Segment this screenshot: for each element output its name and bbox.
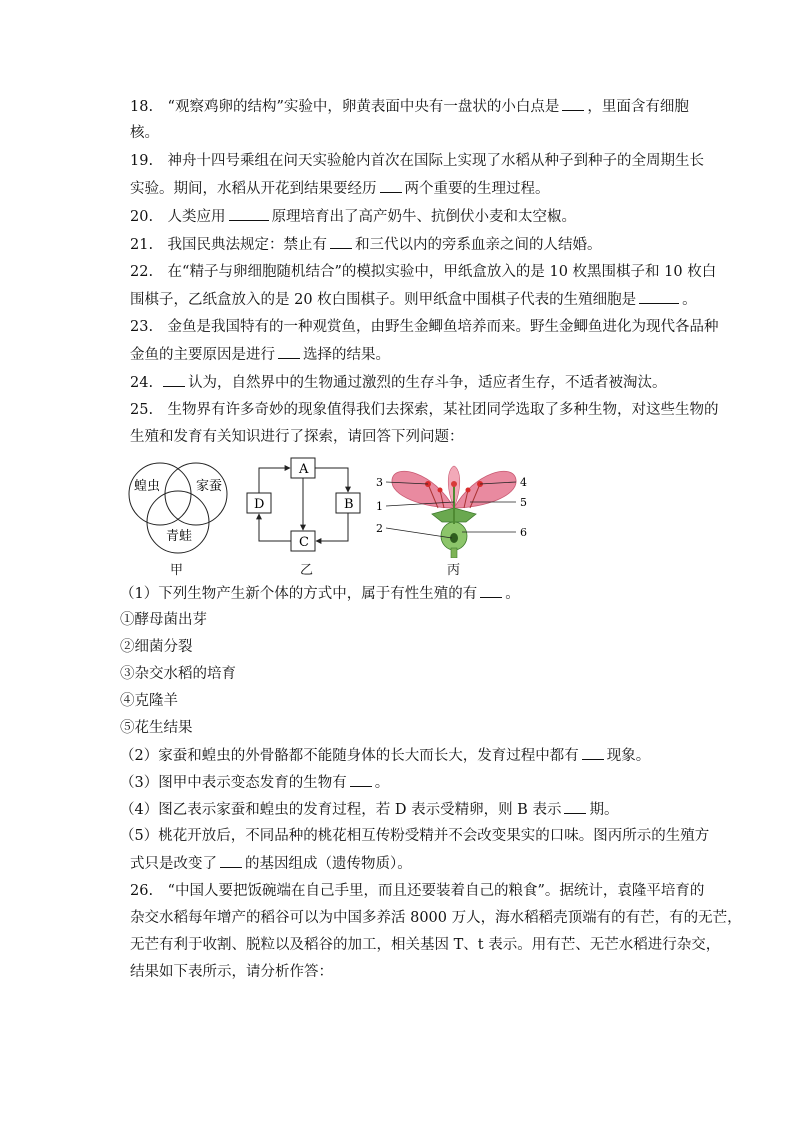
venn-label-locust: 蝗虫 <box>134 479 161 494</box>
cycle-diagram-figure <box>244 455 364 555</box>
arrow-d-a <box>259 468 290 493</box>
option-1: ①酵母菌出芽 <box>120 612 207 628</box>
q20-line: 20. 人类应用 原理培育出了高产奶牛、抗倒伏小麦和太空椒。 <box>130 206 576 227</box>
p4-line: （4）图乙表示家蚕和蝗虫的发育过程，若 D 表示受精卵，则 B 表示 期。 <box>120 799 618 820</box>
venn-diagram-figure <box>126 460 236 560</box>
option-5: ⑤花生结果 <box>120 720 193 736</box>
q18-line1: 18. “观察鸡卵的结构”实验中，卵黄表面中央有一盘状的小白点是 ，里面含有细胞 <box>130 96 689 117</box>
venn-circle-locust <box>129 463 191 525</box>
flower-label-6: 6 <box>520 526 527 539</box>
q23-blank[interactable] <box>278 344 300 359</box>
stigma <box>451 481 457 487</box>
venn-label-frog: 青蛙 <box>166 529 193 544</box>
q18-blank[interactable] <box>562 96 584 111</box>
option-3: ③杂交水稻的培育 <box>120 666 236 682</box>
q23-line2: 金鱼的主要原因是进行 选择的结果。 <box>130 344 390 365</box>
q26-line3: 无芒有利于收割、脱粒以及稻谷的加工，相关基因 T、t 表示。用有芒、无芒水稻进行杂交， <box>130 937 721 953</box>
q23-line1: 23. 金鱼是我国特有的一种观赏鱼，由野生金鲫鱼培养而来。野生金鲫鱼进化为现代各品种 <box>130 319 719 335</box>
flower-diagram-figure <box>374 462 534 558</box>
venn-circle-silkworm <box>165 463 227 525</box>
q24-line: 24. 认为，自然界中的生物通过激烈的生存斗争，适应者生存，不适者被淘汰。 <box>130 372 667 393</box>
option-4: ④克隆羊 <box>120 693 178 709</box>
p2-line: （2）家蚕和蝗虫的外骨骼都不能随身体的长大而长大，发育过程中都有 现象。 <box>120 745 650 766</box>
q22-line1: 22. 在“精子与卵细胞随机结合”的模拟实验中，甲纸盒放入的是 10 枚黑围棋子和 10 枚白 <box>130 264 717 280</box>
venn-label-silkworm: 家蚕 <box>196 479 223 494</box>
stalk <box>451 548 457 558</box>
p1-line: （1）下列生物产生新个体的方式中，属于有性生殖的有 。 <box>120 583 520 604</box>
q22-line2: 围棋子，乙纸盒放入的是 20 枚白围棋子。则甲纸盒中围棋子代表的生殖细胞是 。 <box>130 289 697 310</box>
q26-line4: 结果如下表所示，请分析作答： <box>130 964 333 980</box>
q18-text: 18. “观察鸡卵的结构”实验中，卵黄表面中央有一盘状的小白点是 <box>130 99 560 115</box>
q26-line1: 26. “中国人要把饭碗端在自己手里，而且还要装着自己的粮食”。据统计，袁隆平培育的 <box>130 883 705 899</box>
label-b: B <box>344 497 354 512</box>
flower-label-5: 5 <box>520 496 527 509</box>
q26-line2: 杂交水稻每年增产的稻谷可以为中国多养活 8000 万人，海水稻稻壳顶端有的有芒，有的无芒， <box>130 910 742 926</box>
q19-line2: 实验。期间，水稻从开花到结果要经历 两个重要的生理过程。 <box>130 178 550 199</box>
option-2: ②细菌分裂 <box>120 639 193 655</box>
caption-jia: 甲 <box>170 563 184 578</box>
p4-blank[interactable] <box>564 799 586 814</box>
flower-label-3: 3 <box>376 476 383 489</box>
p1-blank[interactable] <box>480 583 502 598</box>
p3-blank[interactable] <box>350 772 372 787</box>
p3-line: （3）图甲中表示变态发育的生物有 。 <box>120 772 389 793</box>
q19-line1: 19. 神舟十四号乘组在问天实验舱内首次在国际上实现了水稻从种子到种子的全周期生长 <box>130 153 705 169</box>
anther-4 <box>466 488 471 493</box>
caption-bing: 丙 <box>447 563 461 578</box>
arrow-c-d <box>259 514 291 541</box>
flower-label-4: 4 <box>520 476 527 489</box>
arrow-a-b <box>315 468 348 492</box>
label-c: C <box>299 535 309 550</box>
p5-line1: （5）桃花开放后，不同品种的桃花相互传粉受精并不会改变果实的口味。图丙所示的生殖方 <box>120 828 710 844</box>
p2-blank[interactable] <box>582 745 604 760</box>
q20-blank[interactable] <box>229 206 269 221</box>
q21-line: 21. 我国民典法规定：禁止有 和三代以内的旁系血亲之间的人结婚。 <box>130 234 602 255</box>
q21-blank[interactable] <box>330 234 352 249</box>
flower-label-1: 1 <box>376 500 383 513</box>
q24-blank[interactable] <box>163 372 185 387</box>
caption-yi: 乙 <box>300 563 314 578</box>
q22-blank[interactable] <box>639 289 679 304</box>
p5-blank[interactable] <box>220 853 242 868</box>
label-d: D <box>254 497 265 512</box>
petal-right <box>454 471 516 508</box>
flower-label-2: 2 <box>376 522 383 535</box>
q25-line2: 生殖和发育有关知识进行了探索，请回答下列问题： <box>130 429 464 445</box>
anther-3 <box>438 488 443 493</box>
arrow-b-c <box>316 513 348 541</box>
p5-line2: 式只是改变了 的基因组成（遗传物质）。 <box>130 853 412 874</box>
label-a: A <box>299 462 309 477</box>
q18-line2: 核。 <box>130 125 159 141</box>
q19-blank[interactable] <box>380 178 402 193</box>
q25-line1: 25. 生物界有许多奇妙的现象值得我们去探索，某社团同学选取了多种生物，对这些生物的 <box>130 402 719 418</box>
